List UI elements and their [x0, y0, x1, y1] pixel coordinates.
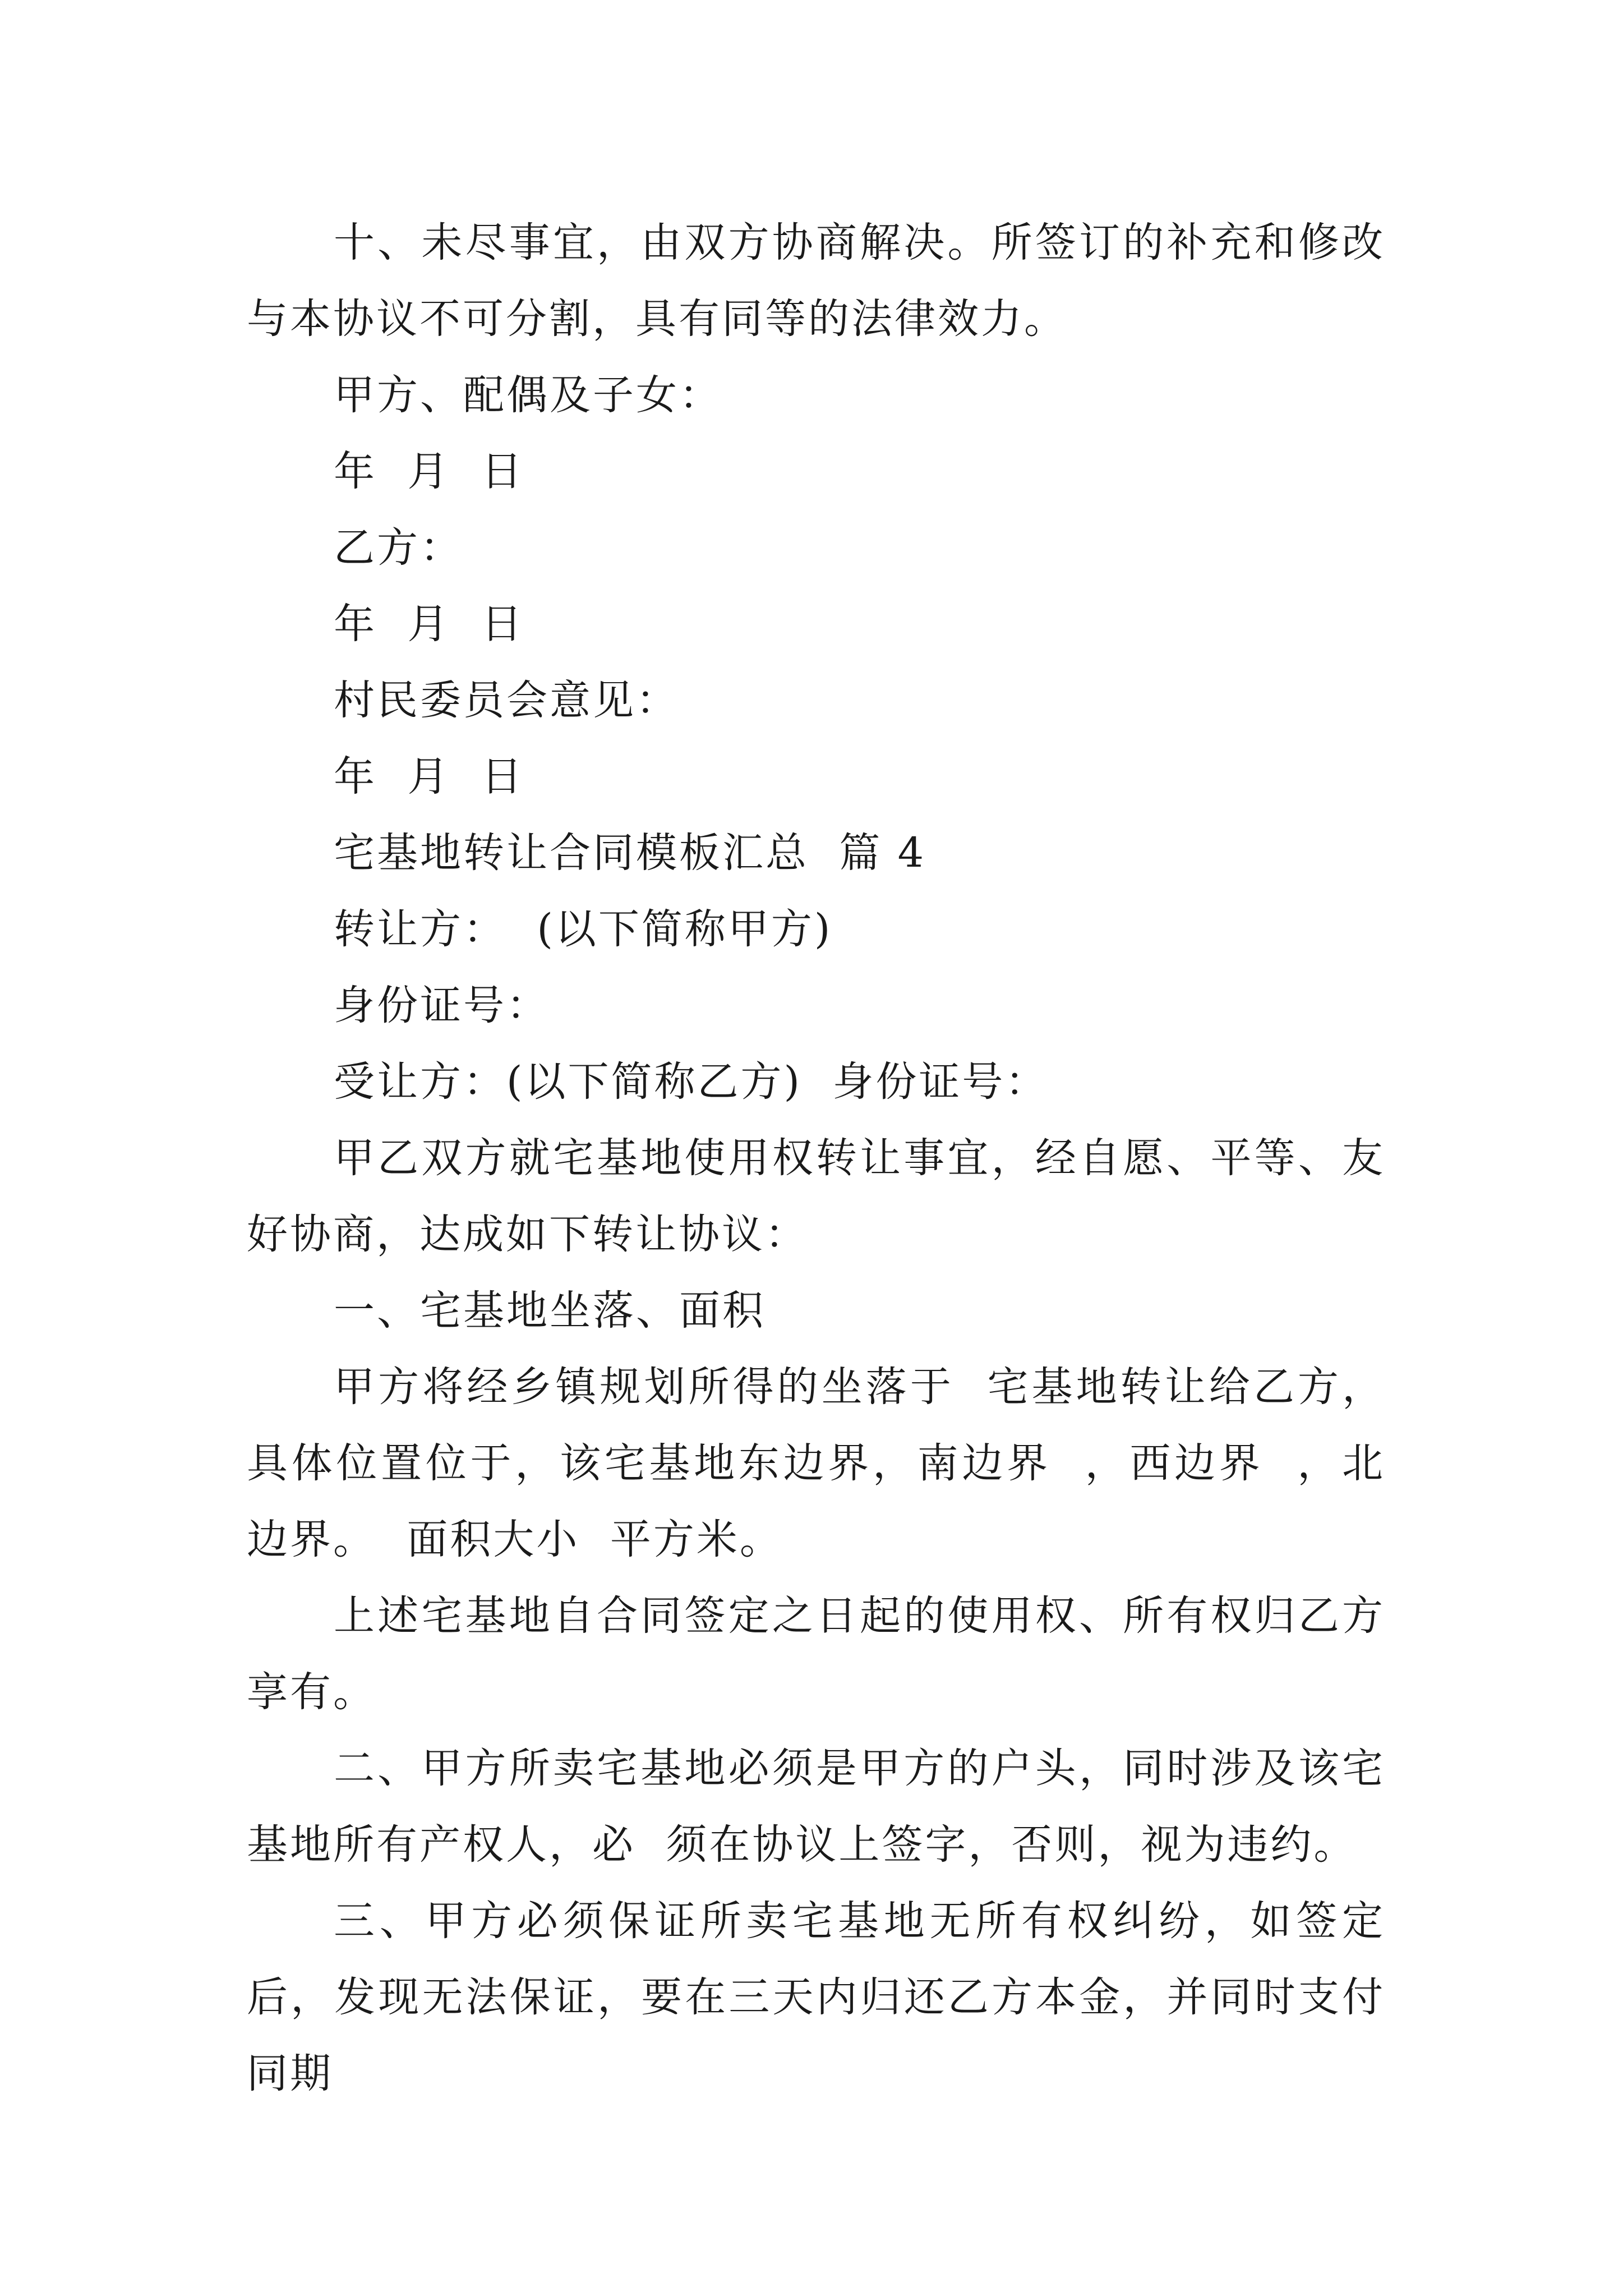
transferor-id-line: 身份证号：	[334, 982, 550, 1029]
clause-two-paragraph: 二、甲方所卖宅基地必须是甲方的户头，同时涉及该宅基地所有产权人，必 须在协议上签字，否则，视为违约。	[247, 1745, 1385, 1869]
document-body	[247, 205, 1385, 2112]
clause-three-paragraph: 三、甲方必须保证所卖宅基地无所有权纠纷，如签定后，发现无法保证，要在三天内归还乙方本金，并同时支付同期	[247, 1897, 1385, 2097]
clause-ten-paragraph: 十、未尽事宜，由双方协商解决。所签订的补充和修改与本协议不可分割，具有同等的法律效力。	[247, 219, 1385, 343]
clause-one-location-paragraph: 甲方将经乡镇规划所得的坐落于 宅基地转让给乙方，具体位置位于，该宅基地东边界，南边界 ，西边界 ，北边界。 面积大小 平方米。	[247, 1363, 1385, 1563]
clause-one-rights-paragraph: 上述宅基地自合同签定之日起的使用权、所有权归乙方享有。	[247, 1592, 1385, 1716]
village-committee-date-line: 年 月 日	[334, 753, 524, 800]
agreement-intro-paragraph: 甲乙双方就宅基地使用权转让事宜，经自愿、平等、友好协商，达成如下转让协议：	[247, 1134, 1385, 1258]
party-a-signature-label: 甲方、配偶及子女：	[334, 371, 722, 419]
party-b-signature-label: 乙方：	[334, 524, 463, 572]
transferor-line: 转让方： (以下简称甲方)	[334, 905, 833, 953]
party-a-date-line: 年 月 日	[334, 448, 524, 495]
village-committee-opinion-label: 村民委员会意见：	[334, 677, 679, 724]
party-b-date-line: 年 月 日	[334, 600, 524, 648]
clause-one-heading: 一、宅基地坐落、面积	[334, 1287, 766, 1335]
transferee-line: 受让方：(以下简称乙方) 身份证号：	[334, 1058, 1049, 1106]
section-heading: 宅基地转让合同模板汇总 篇 4	[334, 829, 926, 877]
